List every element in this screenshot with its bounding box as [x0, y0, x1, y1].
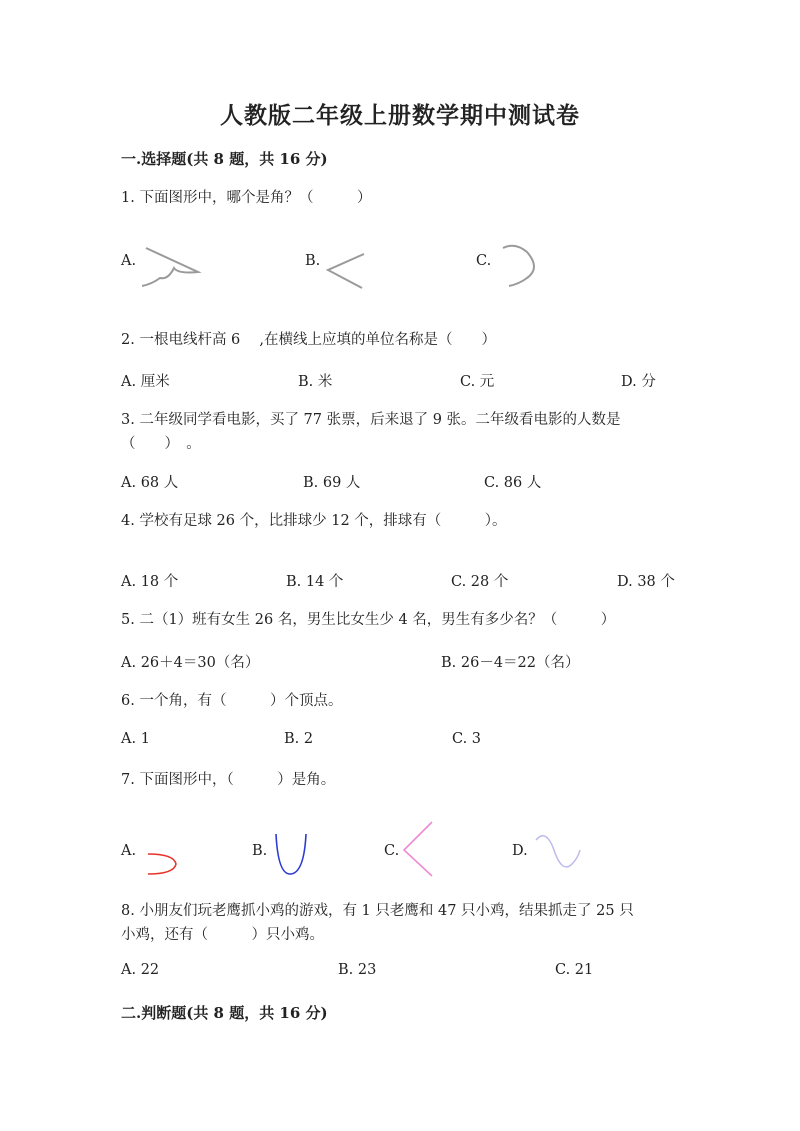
q7-option-c-label: C.	[384, 843, 400, 859]
q1-option-a-label: A.	[121, 253, 137, 269]
q6-option-c: C. 3	[452, 731, 482, 747]
q8-option-a: A. 22	[121, 962, 160, 978]
question-8-line-1: 8. 小朋友们玩老鹰抓小鸡的游戏，有 1 只老鹰和 47 只小鸡，结果抓走了 25 只	[121, 903, 634, 919]
q1-figure-c-curve	[497, 240, 543, 292]
q4-option-b: B. 14 个	[286, 574, 344, 590]
q6-option-b: B. 2	[284, 731, 314, 747]
question-8-line-2: 小鸡，还有（ ）只小鸡。	[121, 927, 324, 943]
q2-option-a: A. 厘米	[121, 374, 170, 390]
question-7: 7. 下面图形中，（ ）是角。	[121, 772, 336, 788]
q1-figure-a-wavy-angle	[138, 240, 208, 292]
q8-option-c: C. 21	[555, 962, 594, 978]
question-1: 1. 下面图形中，哪个是角？（ ）	[121, 190, 372, 206]
q7-figure-b-blue-curve	[270, 832, 312, 878]
page-title: 人教版二年级上册数学期中测试卷	[220, 102, 580, 129]
q4-option-c: C. 28 个	[451, 574, 509, 590]
q7-figure-a-red-curve	[144, 850, 180, 878]
q7-option-a-label: A.	[121, 843, 137, 859]
q1-option-c-label: C.	[476, 253, 492, 269]
q1-figure-b-angle	[322, 250, 370, 292]
q2-option-b: B. 米	[298, 374, 333, 390]
q3-option-b: B. 69 人	[303, 475, 361, 491]
q3-option-a: A. 68 人	[121, 475, 179, 491]
q7-figure-c-pink-angle	[400, 820, 436, 878]
section-heading-judgment: 二.判断题(共 8 题，共 16 分)	[121, 1004, 328, 1022]
q2-option-c: C. 元	[460, 374, 495, 390]
q7-figure-d-wave	[532, 830, 584, 878]
q7-option-d-label: D.	[512, 843, 528, 859]
section-heading-choice: 一.选择题(共 8 题，共 16 分)	[121, 150, 328, 168]
q6-option-a: A. 1	[121, 731, 150, 747]
q2-option-d: D. 分	[621, 374, 656, 390]
q7-option-b-label: B.	[252, 843, 268, 859]
question-3-line-1: 3. 二年级同学看电影，买了 77 张票，后来退了 9 张。二年级看电影的人数是	[121, 412, 621, 428]
question-4: 4. 学校有足球 26 个，比排球少 12 个，排球有（ ）。	[121, 513, 507, 529]
q4-option-a: A. 18 个	[121, 574, 179, 590]
q8-option-b: B. 23	[338, 962, 377, 978]
q5-option-a: A. 26＋4＝30（名）	[121, 655, 260, 671]
q3-option-c: C. 86 人	[484, 475, 542, 491]
question-3-line-2: （ ） 。	[121, 436, 201, 452]
q4-option-d: D. 38 个	[617, 574, 675, 590]
q1-option-b-label: B.	[305, 253, 321, 269]
question-5: 5. 二（1）班有女生 26 名，男生比女生少 4 名，男生有多少名？（ ）	[121, 612, 616, 628]
question-6: 6. 一个角，有（ ）个顶点。	[121, 693, 343, 709]
question-2: 2. 一根电线杆高 6 ,在横线上应填的单位名称是（ ）	[121, 332, 496, 348]
q5-option-b: B. 26－4＝22（名）	[441, 655, 580, 671]
